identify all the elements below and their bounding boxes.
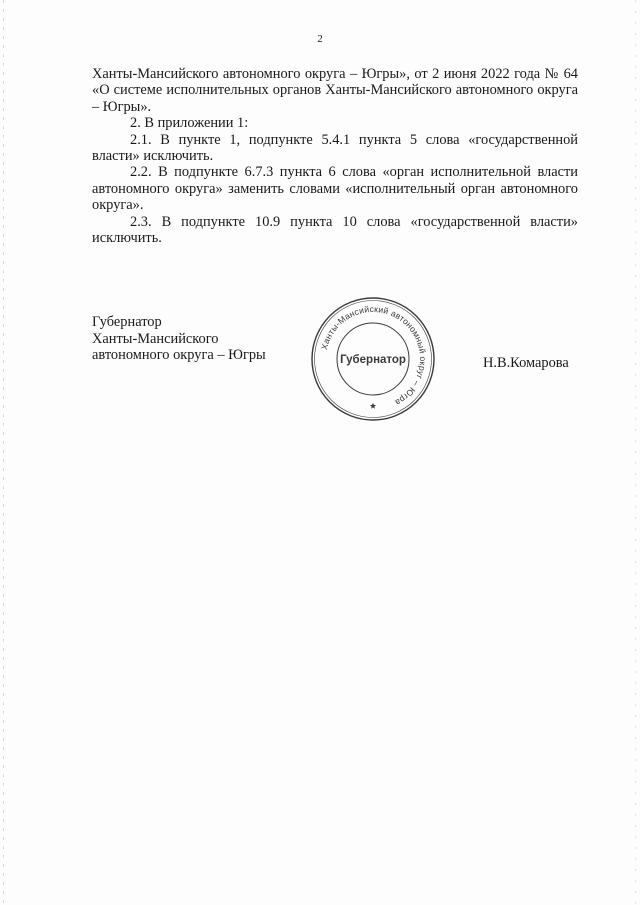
paragraph-continuation: Ханты-Мансийского автономного округа – Югры», от 2 июня 2022 года № 64 «О системе исполнительных органов Ханты-Мансийского автономного округа – Югры». <box>92 66 578 115</box>
scan-edge-left <box>3 0 4 905</box>
signature-title <box>92 314 266 364</box>
scan-edge-right <box>635 0 636 905</box>
signer-name: Н.В.Комарова <box>483 355 569 371</box>
document-body <box>92 66 578 246</box>
star-icon <box>370 403 376 409</box>
paragraph-item-2-1: 2.1. В пункте 1, подпункте 5.4.1 пункта 5 слова «государственной власти» исключить. <box>92 131 578 165</box>
official-seal <box>308 294 438 424</box>
seal-ring-text: Ханты-Мансийский автономный округ – Югра <box>318 303 429 408</box>
signature-title-line: Ханты-Мансийского <box>92 330 219 347</box>
page-number: 2 <box>317 33 323 45</box>
seal-center-text: Губернатор <box>340 354 406 366</box>
paragraph-item-2: 2. В приложении 1: <box>130 115 249 132</box>
signature-title-line: Губернатор <box>92 314 162 330</box>
paragraph-item-2-2: 2.2. В подпункте 6.7.3 пункта 6 слова «орган исполнительной власти автономного округа» заменить словами «исполнительный орган автономного округа». <box>92 164 578 214</box>
signature-title-line: автономного округа – Югры <box>92 347 266 364</box>
paragraph-item-2-3: 2.3. В подпункте 10.9 пункта 10 слова «государственной власти» исключить. <box>92 213 578 247</box>
